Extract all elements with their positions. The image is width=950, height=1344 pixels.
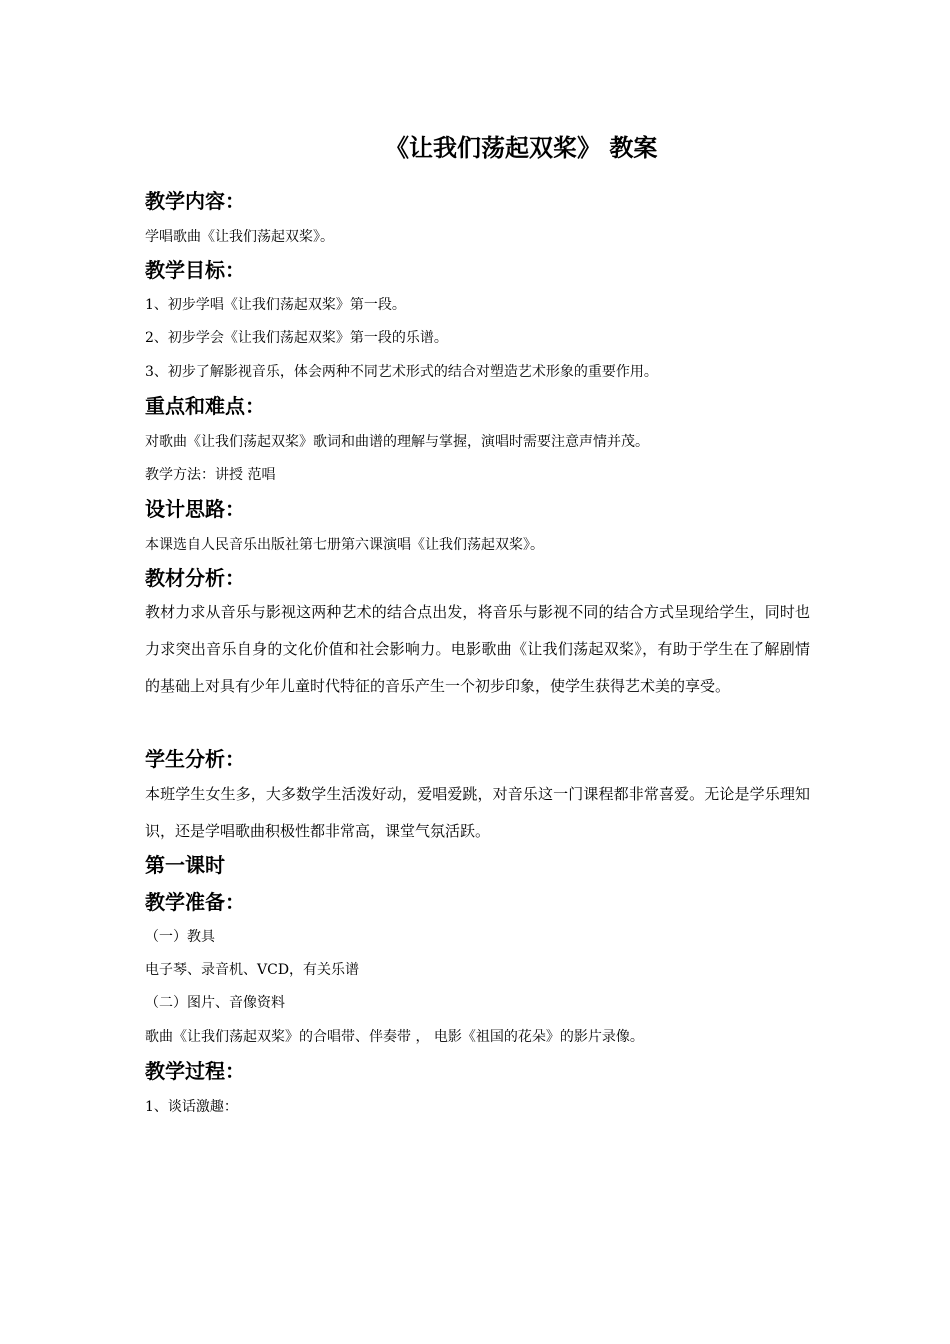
text-design-ideas: 本课选自人民音乐出版社第七册第六课演唱《让我们荡起双桨》。 [145,537,544,553]
goal-item-2: 2、初步学会《让我们荡起双桨》第一段的乐谱。 [145,330,448,346]
heading-teaching-process: 教学过程： [145,1059,245,1083]
prep-item-2: 电子琴、录音机、VCD，有关乐谱 [145,962,360,978]
heading-first-lesson: 第一课时 [145,853,225,877]
prep-item-3: （二）图片、音像资料 [145,995,285,1011]
heading-design-ideas: 设计思路： [145,497,245,521]
heading-key-points: 重点和难点： [145,394,265,418]
prep-item-1: （一）教具 [145,929,215,945]
heading-teaching-content: 教学内容： [145,189,245,213]
text-student-analysis: 本班学生女生多，大多数学生活泼好动，爱唱爱跳，对音乐这一门课程都非常喜爱。无论是学乐理知识，还是学唱歌曲积极性都非常高，课堂气氛活跃。 [145,785,810,840]
prep-item-4: 歌曲《让我们荡起双桨》的合唱带、伴奏带 ， 电影《祖国的花朵》的影片录像。 [145,1029,644,1045]
text-material-analysis: 教材力求从音乐与影视这两种艺术的结合点出发，将音乐与影视不同的结合方式呈现给学生，同时也力求突出音乐自身的文化价值和社会影响力。电影歌曲《让我们荡起双桨》，有助于学生在了解剧情的基础上对具有少年儿童时代特征的音乐产生一个初步印象，使学生获得艺术美的享受。 [145,603,810,695]
goal-item-3: 3、初步了解影视音乐，体会两种不同艺术形式的结合对塑造艺术形象的重要作用。 [145,364,658,380]
text-teaching-method: 教学方法：讲授 范唱 [145,467,276,483]
document-title: 《让我们荡起双桨》 教案 [385,134,658,162]
text-teaching-content: 学唱歌曲《让我们荡起双桨》。 [145,229,334,245]
heading-teaching-goals: 教学目标： [145,258,245,282]
process-item-1: 1、谈话激趣： [145,1099,238,1115]
goal-item-1: 1、初步学唱《让我们荡起双桨》第一段。 [145,297,406,313]
heading-material-analysis: 教材分析： [145,566,245,590]
text-key-points: 对歌曲《让我们荡起双桨》歌词和曲谱的理解与掌握，演唱时需要注意声情并茂。 [145,434,649,450]
heading-student-analysis: 学生分析： [145,747,245,771]
heading-teaching-prep: 教学准备： [145,890,245,914]
